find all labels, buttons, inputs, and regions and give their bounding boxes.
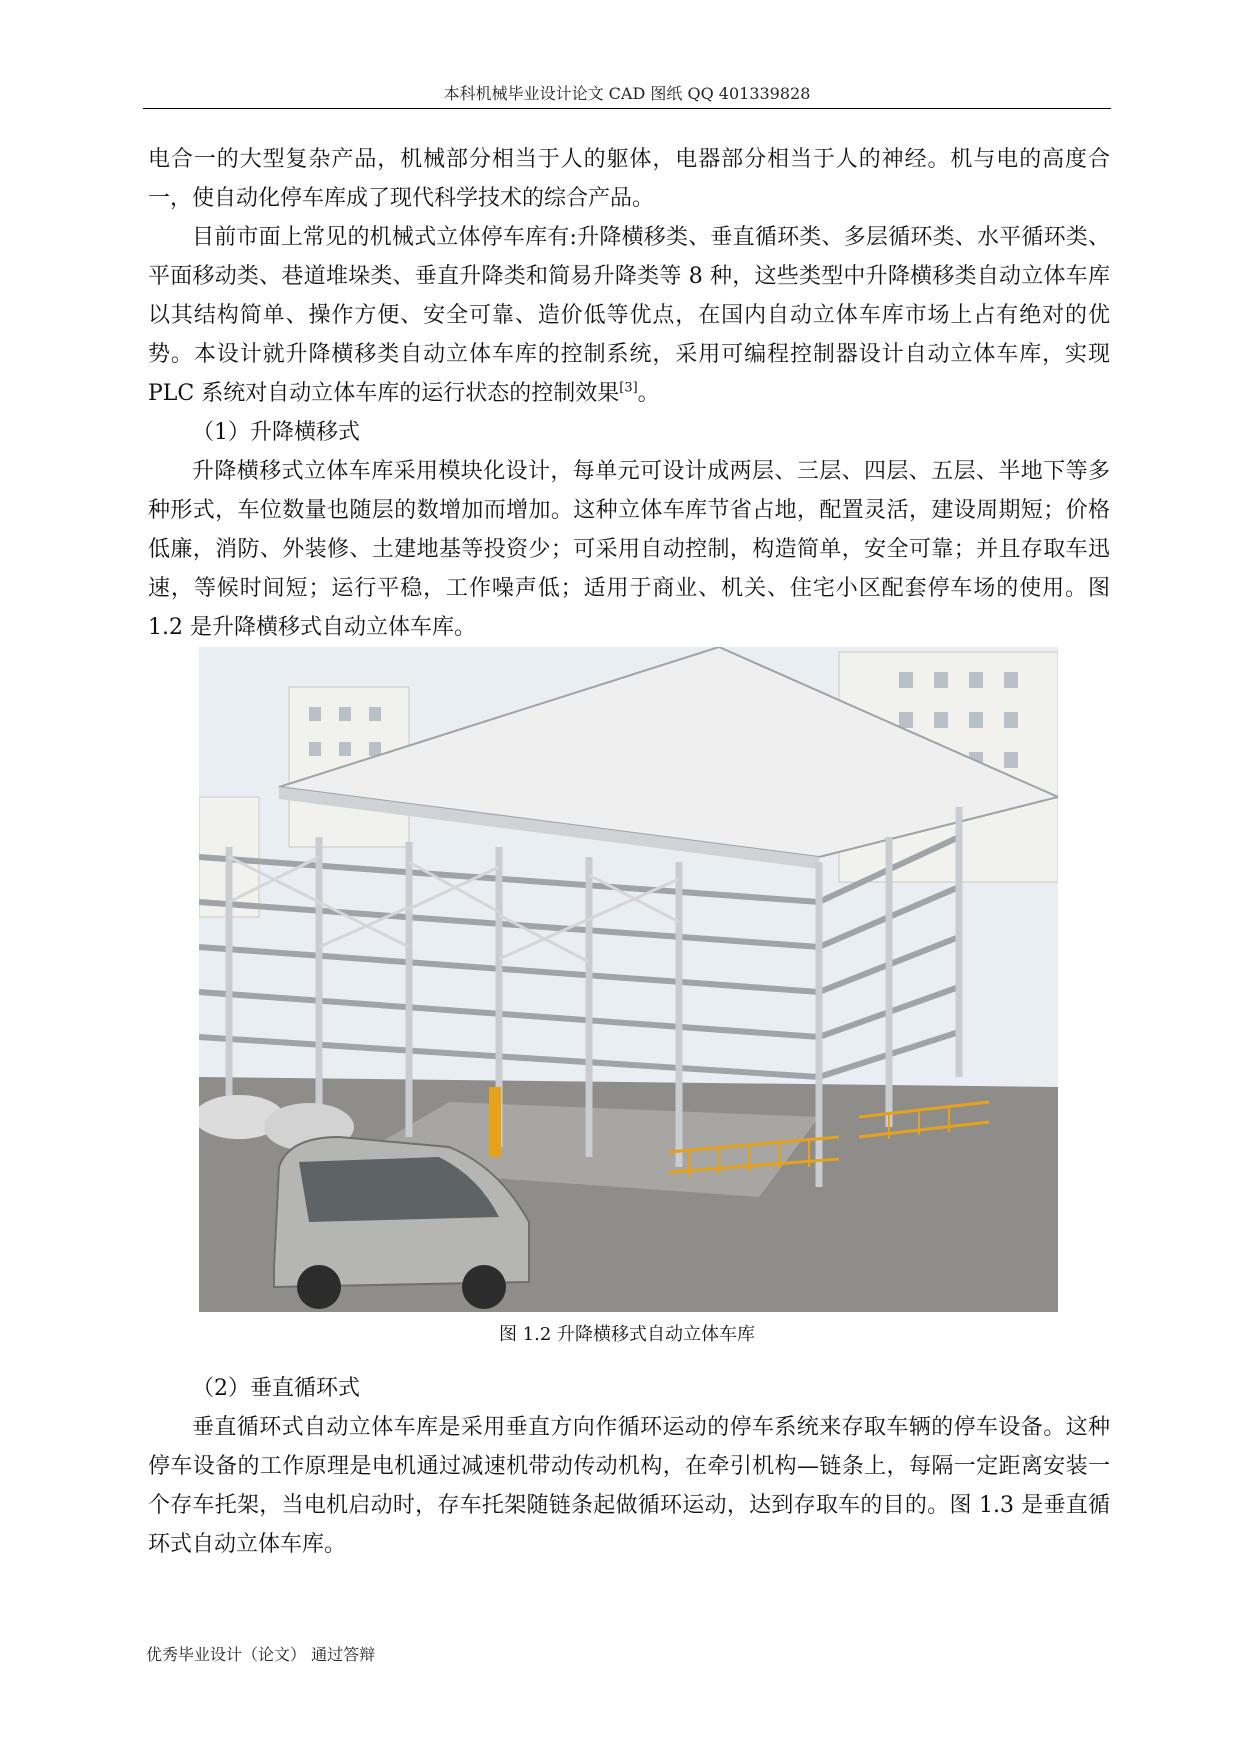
figure-photo-parking-structure bbox=[199, 647, 1058, 1312]
page-header: 本科机械毕业设计论文 CAD 图纸 QQ 401339828 bbox=[443, 84, 811, 103]
parking-structure-illustration bbox=[199, 647, 1058, 1312]
paragraph-continuation: 电合一的大型复杂产品，机械部分相当于人的躯体，电器部分相当于人的神经。机与电的高度合一，使自动化停车库成了现代科学技术的综合产品。 bbox=[148, 147, 1110, 211]
paragraph-garage-types-text: 目前市面上常见的机械式立体停车库有:升降横移类、垂直循环类、多层循环类、水平循环类、平面移动类、巷道堆垛类、垂直升降类和简易升降类等 8 种，这些类型中升降横移类自动立体车库以其结构简单、操作方便、安全可靠、造价低等优点，在国内自动立体车库市场上占有绝对的优势。本设计就升降横移类自动立体车库的控制系统，采用可编程控制器设计自动立体车库，实现 PLC 系统对自动立体车库的运行状态的控制效果 bbox=[148, 225, 1110, 406]
paragraph-garage-types-end: 。 bbox=[637, 381, 660, 406]
citation-ref: [3] bbox=[619, 380, 638, 396]
section-heading-lift-slide: （1）升降横移式 bbox=[192, 420, 360, 445]
section-heading-vertical-circulation: （2）垂直循环式 bbox=[192, 1376, 360, 1401]
paragraph-garage-types bbox=[148, 218, 1110, 413]
page-footer: 优秀毕业设计（论文） 通过答辩 bbox=[146, 1645, 376, 1664]
body-section-top bbox=[148, 140, 1110, 647]
paragraph-lift-slide: 升降横移式立体车库采用模块化设计，每单元可设计成两层、三层、四层、五层、半地下等多种形式，车位数量也随层的数增加而增加。这种立体车库节省占地，配置灵活，建设周期短；价格低廉，消防、外装修、土建地基等投资少；可采用自动控制，构造简单，安全可靠；并且存取车迅速，等候时间短；运行平稳，工作噪声低；适用于商业、机关、住宅小区配套停车场的使用。图 1.2 是升降横移式自动立体车库。 bbox=[148, 459, 1110, 640]
striped-post bbox=[489, 1087, 501, 1157]
body-section-bottom bbox=[148, 1369, 1110, 1564]
header-rule bbox=[143, 108, 1111, 109]
paragraph-vertical-circulation: 垂直循环式自动立体车库是采用垂直方向作循环运动的停车系统来存取车辆的停车设备。这种停车设备的工作原理是电机通过减速机带动传动机构，在牵引机构—链条上，每隔一定距离安装一个存车托架，当电机启动时，存车托架随链条起做循环运动，达到存取车的目的。图 1.3 是垂直循环式自动立体车库。 bbox=[148, 1415, 1110, 1557]
figure-caption: 图 1.2 升降横移式自动立体车库 bbox=[498, 1324, 756, 1345]
